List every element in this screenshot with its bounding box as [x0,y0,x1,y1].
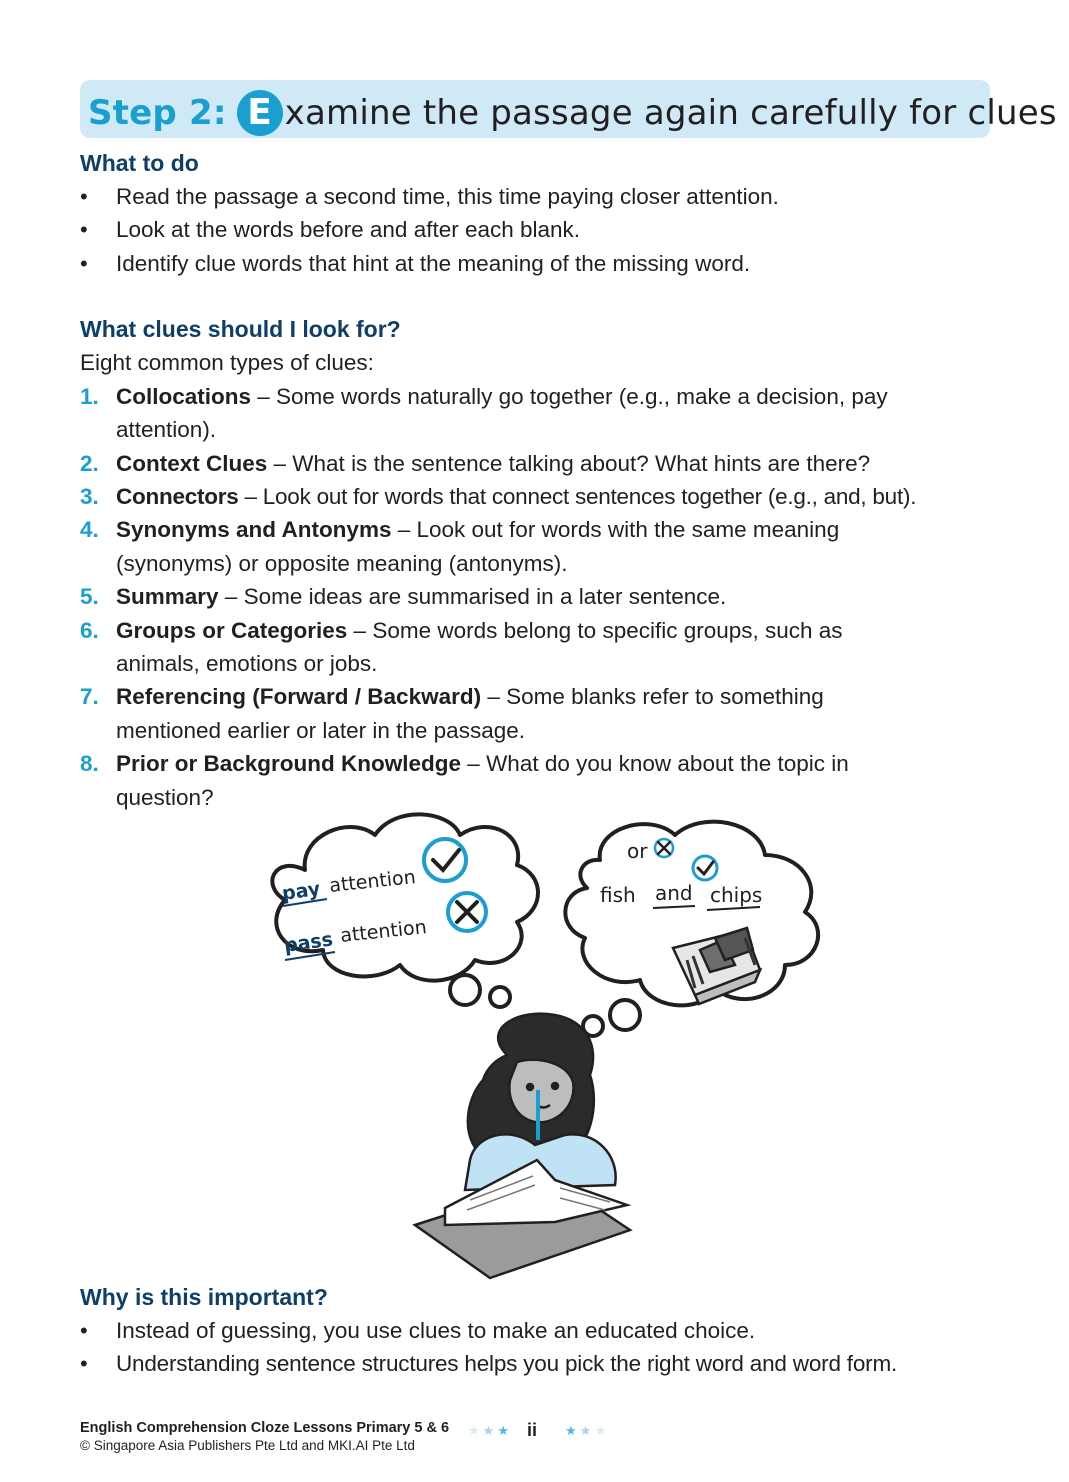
clue-term: Referencing (Forward / Backward) [116,684,482,709]
clue-desc: – Look out for words with the same meaning [391,517,840,542]
clue-item [116,747,849,780]
why-heading: Why is this important? [80,1284,328,1310]
clue-term: Connectors [116,484,239,509]
clue-term: Context Clues [116,451,268,476]
clue-number: 7. [80,684,99,709]
decorative-stars-icon: ★★★ [565,1423,609,1438]
clue-item [116,513,839,546]
step-title [88,88,1057,138]
step-title-rest: xamine the passage again carefully for clues [284,93,1057,133]
clue-item [116,614,843,647]
page-number: ii [527,1420,538,1440]
why-item: Understanding sentence structures helps you pick the right word and word form. [116,1351,898,1376]
what-to-do-item: Read the passage a second time, this time paying closer attention. [116,184,779,209]
and-word: and [655,881,693,905]
clue-desc: – What is the sentence talking about? What hints are there? [267,451,871,476]
clue-desc: – Look out for words that connect sentences together (e.g., and, but). [238,484,917,509]
clue-desc-cont: mentioned earlier or later in the passage. [116,718,525,743]
bullet-icon: • [80,184,88,209]
thinking-girl-illustration [255,800,845,1280]
step-label: Step 2: [88,93,227,133]
clue-number: 3. [80,484,99,509]
clue-desc: – Some blanks refer to something [481,684,824,709]
why-item: Instead of guessing, you use clues to make an educated choice. [116,1318,756,1343]
clue-number: 1. [80,384,99,409]
clue-item [116,680,824,713]
clues-heading: What clues should I look for? [80,316,401,342]
clue-number: 8. [80,751,99,776]
clue-term: Prior or Background Knowledge [116,751,462,776]
clues-intro: Eight common types of clues: [80,350,374,375]
bullet-icon: • [80,251,88,276]
what-to-do-item: Look at the words before and after each blank. [116,217,581,242]
clue-term: Synonyms and Antonyms [116,517,392,542]
thought-dot [490,987,510,1007]
clue-item [116,447,870,480]
bullet-icon: • [80,1318,88,1343]
or-word: or [627,839,648,863]
clue-number: 4. [80,517,99,542]
bullet-icon: • [80,1351,88,1376]
clue-term: Groups or Categories [116,618,348,643]
clue-desc-cont: (synonyms) or opposite meaning (antonyms). [116,551,568,576]
clue-term: Summary [116,584,219,609]
clue-item [116,580,726,613]
clue-desc-cont: question? [116,785,214,810]
clue-desc: – Some ideas are summarised in a later sentence. [218,584,727,609]
pay-word: pay [280,877,322,905]
fish-word: fish [600,883,636,907]
letter-badge: E [237,90,283,136]
decorative-stars-icon: ★★★ [468,1423,512,1438]
what-to-do-heading: What to do [80,150,199,176]
clue-number: 6. [80,618,99,643]
clue-desc: – Some words naturally go together (e.g., make a decision, pay [251,384,888,409]
pass-word: pass [282,928,335,957]
clue-number: 5. [80,584,99,609]
clue-desc-cont: animals, emotions or jobs. [116,651,378,676]
footer-copyright: © Singapore Asia Publishers Pte Ltd and MKI.AI Pte Ltd [80,1438,415,1453]
chips-word: chips [710,883,763,907]
clue-item [116,380,888,413]
clue-number: 2. [80,451,99,476]
attention-word: attention [328,866,417,897]
thought-dot [610,1000,640,1030]
bullet-icon: • [80,217,88,242]
clue-desc: – Some words belong to specific groups, such as [347,618,843,643]
thought-dot [450,975,480,1005]
footer-title: English Comprehension Cloze Lessons Primary 5 & 6 [80,1420,450,1436]
clue-item [116,480,916,513]
clue-desc-cont: attention). [116,417,217,442]
clue-term: Collocations [116,384,252,409]
what-to-do-item: Identify clue words that hint at the meaning of the missing word. [116,251,751,276]
attention-word: attention [339,916,428,947]
clue-desc: – What do you know about the topic in [461,751,849,776]
